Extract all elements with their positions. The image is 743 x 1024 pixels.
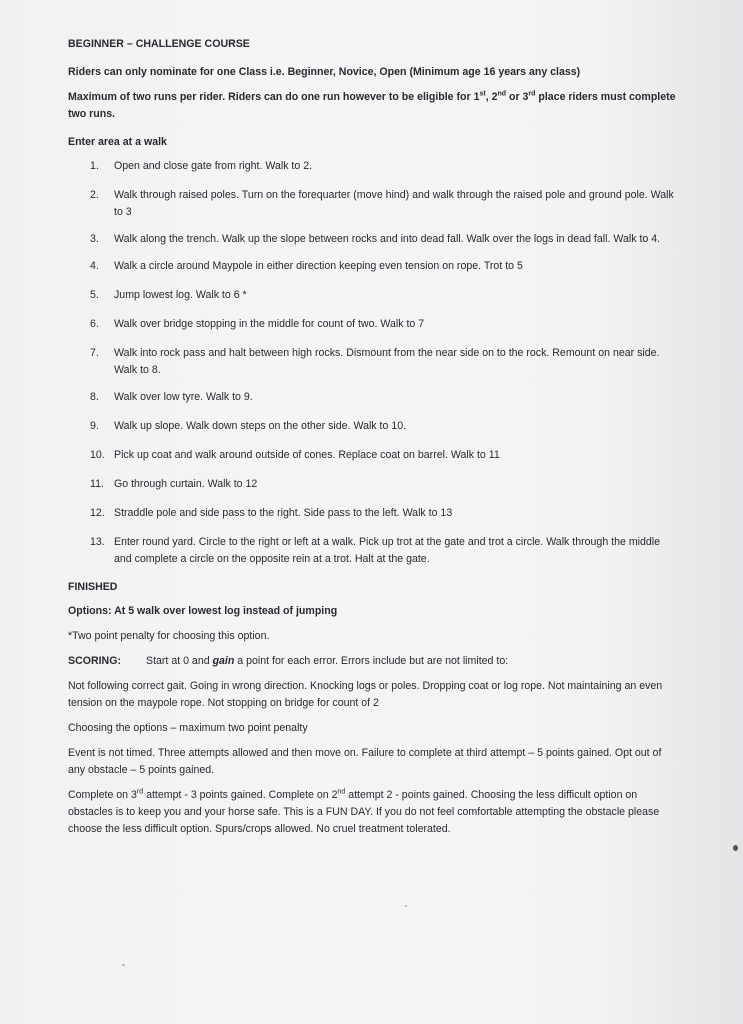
step-number: 3.: [90, 233, 99, 245]
scan-speck: [405, 905, 407, 907]
enter-area-heading: Enter area at a walk: [68, 136, 167, 148]
event-paragraph: Event is not timed. Three attempts allowed and then move on. Failure to complete at third attempt – 5 points gained. Opt out of any obstacle – 5 points gained.: [68, 747, 662, 776]
step-text: Walk over bridge stopping in the middle for count of two. Walk to 7: [114, 318, 425, 330]
step-number: 11.: [90, 478, 104, 490]
step-item: [68, 258, 678, 275]
step-text: Enter round yard. Circle to the right or left at a walk. Pick up trot at the gate and trot a circle. Walk through the middle and complete a circle on the opposite rein at a trot. Halt at the gate.: [114, 536, 661, 565]
step-number: 8.: [90, 391, 99, 403]
scoring-label: SCORING:: [68, 655, 121, 667]
step-number: 9.: [90, 420, 99, 432]
step-text: Open and close gate from right. Walk to 2.: [114, 160, 313, 172]
document-body: [68, 36, 678, 846]
rule-runs: Maximum of two runs per rider. Riders can do one run however to be eligible for 1st, 2nd or 3rd place riders must complete two runs.: [68, 90, 676, 120]
document-title: BEGINNER – CHALLENGE COURSE: [68, 38, 250, 50]
rule-nominate: Riders can only nominate for one Class i.e. Beginner, Novice, Open (Minimum age 16 years any class): [68, 66, 581, 78]
step-item: [68, 158, 678, 175]
step-item: [68, 187, 678, 221]
step-number: 2.: [90, 189, 99, 201]
options-heading: Options: At 5 walk over lowest log instead of jumping: [68, 605, 338, 617]
course-steps-list: [68, 158, 678, 568]
step-number: 1.: [90, 160, 99, 172]
finished-heading: FINISHED: [68, 581, 118, 593]
step-item: [68, 534, 678, 568]
step-item: [68, 418, 678, 435]
step-text: Go through curtain. Walk to 12: [114, 478, 258, 490]
step-text: Walk into rock pass and halt between high rocks. Dismount from the near side on to the rock. Remount on near side. Walk to 8.: [114, 347, 660, 376]
errors-paragraph: Not following correct gait. Going in wrong direction. Knocking logs or poles. Dropping coat or log rope. Not maintaining an even tension on the maypole rope. Not stopping on bridge for count of 2: [68, 680, 663, 709]
step-item: [68, 345, 678, 379]
step-item: [68, 505, 678, 522]
step-text: Pick up coat and walk around outside of cones. Replace coat on barrel. Walk to 11: [114, 449, 500, 461]
step-number: 10.: [90, 449, 105, 461]
complete-paragraph: Complete on 3rd attempt - 3 points gained. Complete on 2nd attempt 2 - points gained. Choosing the less difficult option on obstacles is to keep you and your horse safe. This is a FUN DAY. If you do not feel comfortable attempting the obstacle please choose the less difficult option. Spurs/crops allowed. No cruel treatment tolerated.: [68, 788, 660, 835]
scoring-line: SCORING: Start at 0 and gain a point for each error. Errors include but are not limited to:: [68, 653, 678, 670]
step-text: Walk a circle around Maypole in either direction keeping even tension on rope. Trot to 5: [114, 260, 523, 272]
step-number: 6.: [90, 318, 99, 330]
step-number: 4.: [90, 260, 99, 272]
step-item: [68, 476, 678, 493]
step-item: [68, 316, 678, 333]
step-item: [68, 389, 678, 406]
step-number: 12.: [90, 507, 105, 519]
step-item: [68, 287, 678, 304]
step-text: Walk over low tyre. Walk to 9.: [114, 391, 253, 403]
penalty-note: *Two point penalty for choosing this option.: [68, 630, 270, 642]
step-text: Straddle pole and side pass to the right. Side pass to the left. Walk to 13: [114, 507, 453, 519]
step-item: [68, 231, 678, 248]
scan-speck: [733, 845, 738, 851]
step-text: Walk up slope. Walk down steps on the other side. Walk to 10.: [114, 420, 407, 432]
step-text: Walk along the trench. Walk up the slope between rocks and into dead fall. Walk over the logs in dead fall. Walk to 4.: [114, 233, 661, 245]
step-number: 5.: [90, 289, 99, 301]
scan-speck: [122, 964, 125, 966]
step-text: Walk through raised poles. Turn on the forequarter (move hind) and walk through the raised pole and ground pole. Walk to 3: [114, 189, 674, 218]
step-item: [68, 447, 678, 464]
step-number: 7.: [90, 347, 99, 359]
choosing-options-paragraph: Choosing the options – maximum two point penalty: [68, 722, 308, 734]
step-text: Jump lowest log. Walk to 6 *: [114, 289, 247, 301]
step-number: 13.: [90, 536, 105, 548]
